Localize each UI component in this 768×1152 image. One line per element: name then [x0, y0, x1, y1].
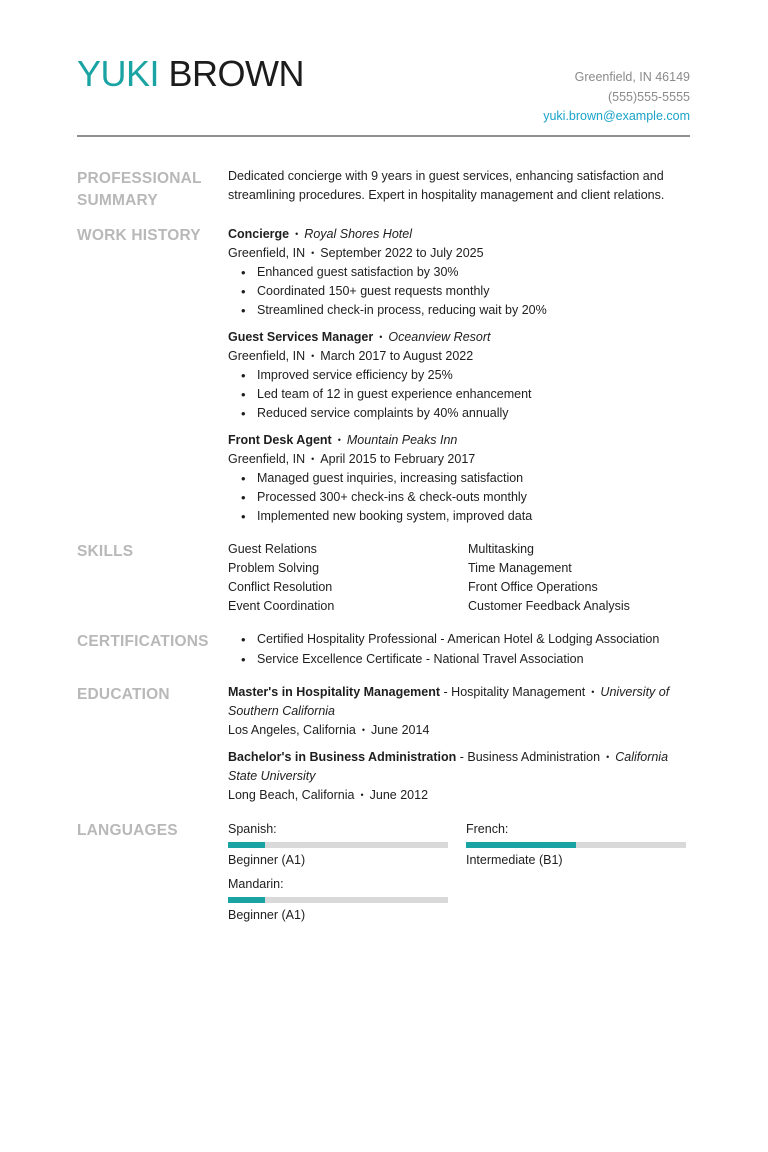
separator-dot: • [360, 790, 364, 800]
certification-item: • Certified Hospitality Professional - American Hotel & Lodging Association [228, 630, 690, 649]
skill-item: Problem Solving [228, 561, 320, 575]
language-proficiency-fill [228, 842, 265, 848]
job-dates: March 2017 to August 2022 [320, 349, 474, 363]
certification-list [228, 630, 690, 669]
language-item [228, 875, 448, 925]
job-bullet: • Implemented new booking system, improved data [228, 507, 690, 526]
job-entry [228, 225, 690, 320]
separator-dot: • [311, 454, 315, 464]
language-proficiency-bar [228, 842, 448, 848]
school-name: University of Southern California [228, 685, 670, 718]
education-entry [228, 748, 673, 805]
job-dates: September 2022 to July 2025 [320, 246, 484, 260]
skills-grid [228, 540, 690, 616]
job-entry [228, 431, 690, 526]
school-location: Long Beach, California [228, 788, 355, 802]
job-location: Greenfield, IN [228, 349, 306, 363]
skill-item: Event Coordination [228, 599, 335, 613]
language-level: Beginner (A1) [228, 853, 306, 867]
job-bullet: • Processed 300+ check-ins & check-outs monthly [228, 488, 690, 507]
graduation-date: June 2012 [369, 788, 429, 802]
education-entry [228, 683, 673, 740]
job-bullet: • Led team of 12 in guest experience enhancement [228, 385, 690, 404]
job-entry [228, 328, 690, 423]
candidate-name [77, 52, 304, 96]
summary-text-block [228, 167, 690, 205]
job-title: Concierge [228, 227, 290, 241]
job-company: Mountain Peaks Inn [346, 433, 458, 447]
contact-block [543, 68, 690, 127]
first-name: YUKI [77, 53, 160, 94]
job-bullet: • Coordinated 150+ guest requests monthly [228, 282, 690, 301]
skill-item: Guest Relations [228, 542, 317, 556]
language-proficiency-fill [228, 897, 265, 903]
language-level: Intermediate (B1) [466, 853, 563, 867]
certification-item: • Service Excellence Certificate - National Travel Association [228, 650, 690, 669]
work-history-heading: WORK HISTORY [77, 227, 201, 244]
job-dates: April 2015 to February 2017 [320, 452, 476, 466]
language-name: Mandarin: [228, 877, 284, 891]
job-location: Greenfield, IN [228, 246, 306, 260]
summary-heading [77, 168, 207, 212]
school-location: Los Angeles, California [228, 723, 356, 737]
certifications-block [228, 630, 690, 669]
separator-dot: • [311, 248, 315, 258]
degree-field: - Hospitality Management [440, 685, 586, 699]
job-bullets [228, 263, 690, 320]
summary-text: Dedicated concierge with 9 years in guest services, enhancing satisfaction and streamlining procedures. Expert in hospitality management and client relations. [228, 169, 665, 202]
separator-dot: • [379, 332, 383, 342]
certifications-heading: CERTIFICATIONS [77, 633, 209, 650]
job-location: Greenfield, IN [228, 452, 306, 466]
job-bullet: • Enhanced guest satisfaction by 30% [228, 263, 690, 282]
language-item [228, 820, 448, 870]
skill-item: Time Management [468, 561, 572, 575]
job-bullet: • Improved service efficiency by 25% [228, 366, 690, 385]
language-proficiency-fill [466, 842, 576, 848]
language-name: Spanish: [228, 822, 277, 836]
job-bullet: • Streamlined check-in process, reducing wait by 20% [228, 301, 690, 320]
separator-dot: • [311, 351, 315, 361]
contact-phone: (555)555-5555 [607, 89, 690, 104]
degree-field: - Business Administration [456, 750, 601, 764]
skill-item: Front Office Operations [468, 580, 598, 594]
skill-item: Multitasking [468, 542, 534, 556]
language-proficiency-bar [228, 897, 448, 903]
graduation-date: June 2014 [371, 723, 430, 737]
job-company: Royal Shores Hotel [304, 227, 412, 241]
separator-dot: • [591, 687, 595, 697]
header-divider [77, 135, 690, 137]
separator-dot: • [606, 752, 610, 762]
separator-dot: • [337, 435, 341, 445]
school-name: California State University [228, 750, 669, 783]
languages-heading: LANGUAGES [77, 822, 178, 839]
skills-heading: SKILLS [77, 543, 134, 560]
summary-heading-line2: SUMMARY [77, 192, 158, 209]
language-proficiency-bar [466, 842, 686, 848]
job-bullet: • Managed guest inquiries, increasing satisfaction [228, 469, 690, 488]
contact-email[interactable]: yuki.brown@example.com [543, 109, 690, 123]
degree-name: Bachelor's in Business Administration [228, 750, 457, 764]
job-company: Oceanview Resort [388, 330, 491, 344]
last-name: BROWN [168, 53, 305, 94]
language-item [466, 820, 686, 870]
contact-location: Greenfield, IN 46149 [574, 70, 690, 84]
job-bullets [228, 366, 690, 423]
job-bullet: • Reduced service complaints by 40% annually [228, 404, 690, 423]
degree-name: Master's in Hospitality Management [228, 685, 441, 699]
education-heading: EDUCATION [77, 686, 170, 703]
summary-heading-line1: PROFESSIONAL [77, 170, 202, 187]
job-title: Guest Services Manager [228, 330, 374, 344]
job-title: Front Desk Agent [228, 433, 332, 447]
language-level: Beginner (A1) [228, 908, 306, 922]
separator-dot: • [295, 229, 299, 239]
language-name: French: [466, 822, 509, 836]
separator-dot: • [361, 725, 366, 735]
job-bullets [228, 469, 690, 526]
skill-item: Conflict Resolution [228, 580, 333, 594]
skill-item: Customer Feedback Analysis [468, 599, 630, 613]
